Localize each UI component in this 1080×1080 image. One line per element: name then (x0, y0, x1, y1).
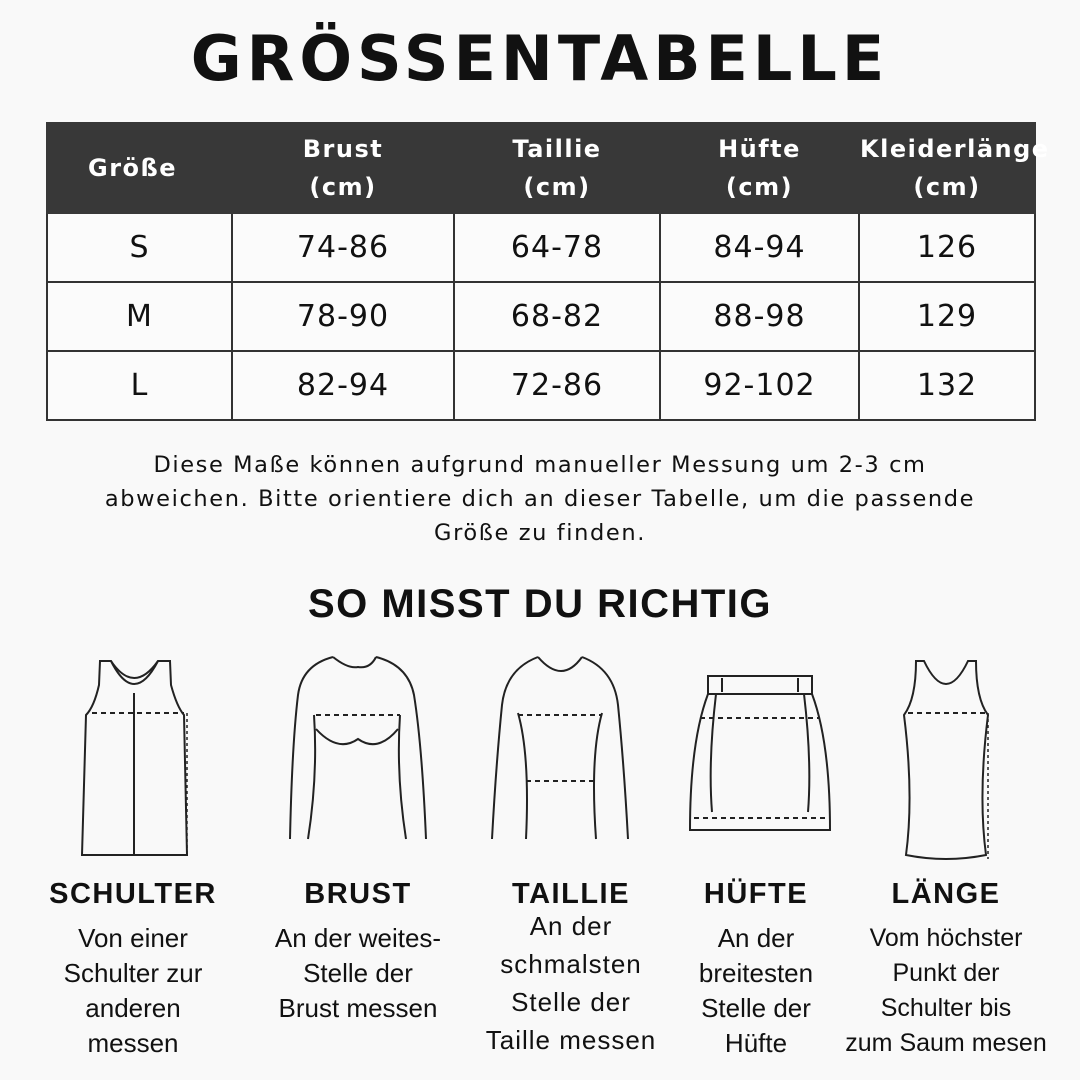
tank-top-shoulder-icon (74, 655, 199, 860)
guide-description: An der schmalsten Stelle der Taille messen (485, 911, 657, 1055)
guide-heading: TAILLIE (512, 878, 630, 910)
header-bust: Brust (cm) (232, 123, 454, 213)
cell-bust: 78-90 (232, 282, 454, 351)
table-header-row (47, 123, 1035, 213)
header-hip: Hüfte (cm) (660, 123, 859, 213)
size-table (46, 122, 1050, 421)
cell-length: 129 (859, 282, 1035, 351)
cell-hip: 92-102 (660, 351, 859, 420)
cell-size: S (47, 213, 232, 282)
guide-heading: SCHULTER (49, 878, 217, 910)
guide-description: Vom höchster Punkt der Schulter bis zum Saum mesen (845, 924, 1047, 1057)
guide-description: An der weites- Stelle der Brust messen (274, 923, 442, 1023)
table-row (47, 351, 1035, 420)
table-row (47, 282, 1035, 351)
guide-heading: HÜFTE (703, 878, 809, 910)
skirt-hip-icon (686, 672, 834, 842)
waist-measure-icon (486, 655, 636, 845)
guide-heading: LÄNGE (891, 878, 1001, 910)
guide-hip (676, 878, 836, 1061)
guide-title: SO MISST DU RICHTIG (307, 582, 773, 626)
cell-length: 132 (859, 351, 1035, 420)
cell-waist: 64-78 (454, 213, 660, 282)
page-title: GRÖSSENTABELLE (190, 22, 890, 95)
table-row (47, 213, 1035, 282)
cell-hip: 84-94 (660, 213, 859, 282)
cell-size: L (47, 351, 232, 420)
bust-measure-icon (278, 655, 438, 845)
guide-shoulder (38, 878, 228, 1061)
cell-size: M (47, 282, 232, 351)
cell-waist: 68-82 (454, 282, 660, 351)
cell-hip: 88-98 (660, 282, 859, 351)
header-waist: Taillie (cm) (454, 123, 660, 213)
cell-waist: 72-86 (454, 351, 660, 420)
guide-length (836, 878, 1056, 1061)
header-dress-length: Kleiderlänge (cm) (859, 123, 1035, 213)
guide-description: An der breitesten Stelle der Hüfte (698, 923, 814, 1058)
dress-length-icon (892, 655, 1000, 865)
guide-description: Von einer Schulter zur anderen messen (63, 923, 203, 1058)
cell-bust: 74-86 (232, 213, 454, 282)
cell-bust: 82-94 (232, 351, 454, 420)
guide-bust (258, 878, 458, 1026)
guide-waist (466, 878, 676, 1059)
cell-length: 126 (859, 213, 1035, 282)
measurement-note: Diese Maße können aufgrund manueller Messung um 2-3 cm abweichen. Bitte orientiere dich an dieser Tabelle, um die passende Größe zu finden. (104, 452, 976, 546)
header-size: Größe (47, 123, 232, 213)
guide-heading: BRUST (304, 878, 412, 910)
